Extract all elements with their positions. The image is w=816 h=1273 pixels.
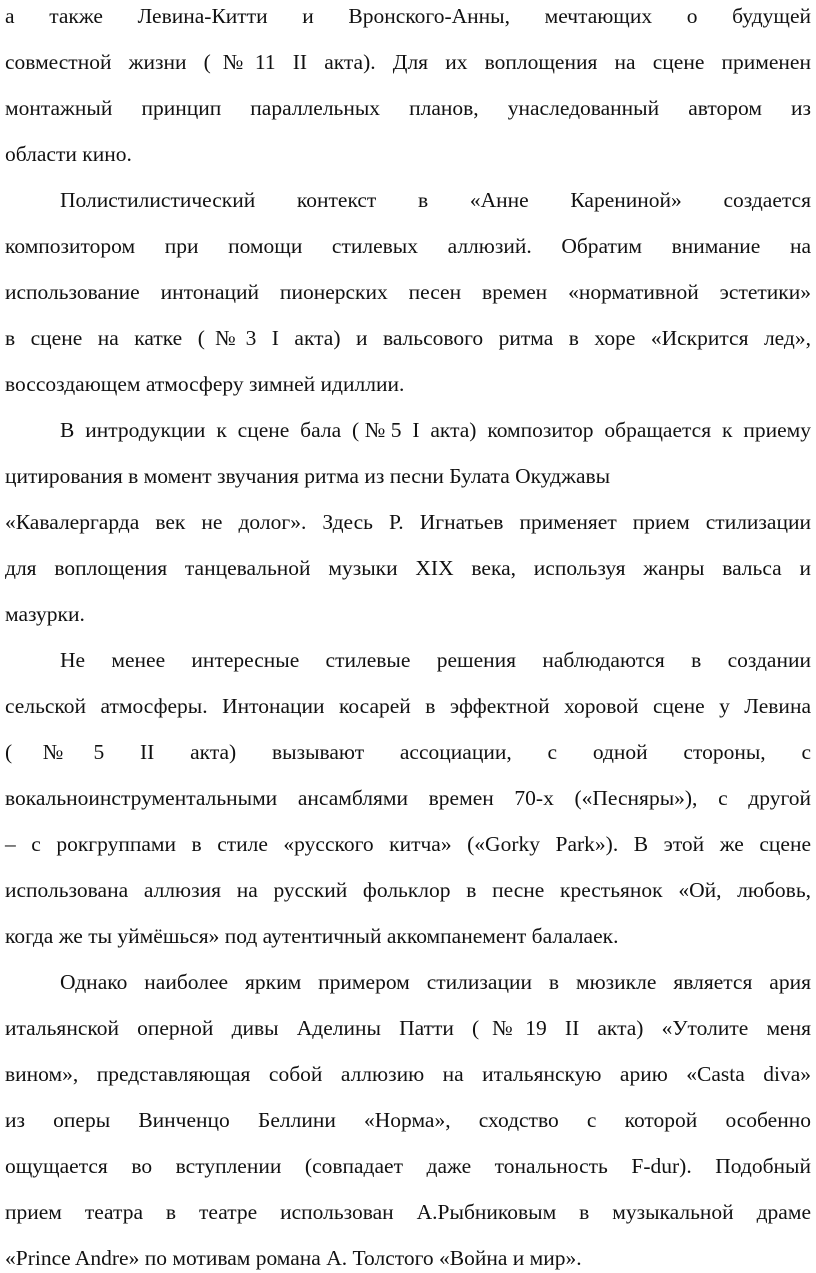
text-line: сельской атмосферы. Интонации косарей в эффектной хоровой сцене у Левина	[5, 694, 811, 718]
text-line: вином», представляющая собой аллюзию на итальянскую арию «Casta diva»	[5, 1062, 811, 1086]
text-line: цитирования в момент звучания ритма из песни Булата Окуджавы	[5, 464, 611, 488]
text-line: использование интонаций пионерских песен времен «нормативной эстетики»	[5, 280, 811, 304]
text-line: композитором при помощи стилевых аллюзий. Обратим внимание на	[5, 234, 811, 258]
text-line: (№5 II акта) вызывают ассоциации, с одной стороны, с	[5, 740, 811, 764]
text-line: когда же ты уймёшься» под аутентичный аккомпанемент балалаек.	[5, 924, 619, 948]
text-line: «Кавалергарда век не долог». Здесь Р. Игнатьев применяет прием стилизации	[5, 510, 811, 534]
text-line: области кино.	[5, 142, 132, 166]
paragraph-first-line: Однако наиболее ярким примером стилизации в мюзикле является ария	[60, 970, 811, 994]
text-line: совместной жизни (№11 II акта). Для их воплощения на сцене применен	[5, 50, 811, 74]
text-line: «Prince Andre» по мотивам романа А. Толстого «Война и мир».	[5, 1246, 582, 1270]
text-line: использована аллюзия на русский фольклор в песне крестьянок «Ой, любовь,	[5, 878, 811, 902]
text-line: из оперы Винченцо Беллини «Норма», сходство с которой особенно	[5, 1108, 811, 1132]
text-line: ощущается во вступлении (совпадает даже тональность F-dur). Подобный	[5, 1154, 811, 1178]
paragraph-first-line: В интродукции к сцене бала (№5 I акта) композитор обращается к приему	[60, 418, 811, 442]
text-line: а также Левина-Китти и Вронского-Анны, мечтающих о будущей	[5, 4, 811, 28]
text-line: – с рокгруппами в стиле «русского китча» («Gorky Park»). В этой же сцене	[5, 832, 811, 856]
text-line: прием театра в театре использован А.Рыбниковым в музыкальной драме	[5, 1200, 811, 1224]
text-line: для воплощения танцевальной музыки XIX века, используя жанры вальса и	[5, 556, 811, 580]
text-line: монтажный принцип параллельных планов, унаследованный автором из	[5, 96, 811, 120]
text-line: итальянской оперной дивы Аделины Патти (№19 II акта) «Утолите меня	[5, 1016, 811, 1040]
text-line: вокальноинструментальными ансамблями времен 70-х («Песняры»), с другой	[5, 786, 811, 810]
paragraph-first-line: Не менее интересные стилевые решения наблюдаются в создании	[60, 648, 811, 672]
paragraph-first-line: Полистилистический контекст в «Анне Карениной» создается	[60, 188, 811, 212]
text-line: воссоздающем атмосферу зимней идиллии.	[5, 372, 405, 396]
text-line: в сцене на катке (№3 I акта) и вальсового ритма в хоре «Искрится лед»,	[5, 326, 811, 350]
text-line: мазурки.	[5, 602, 85, 626]
